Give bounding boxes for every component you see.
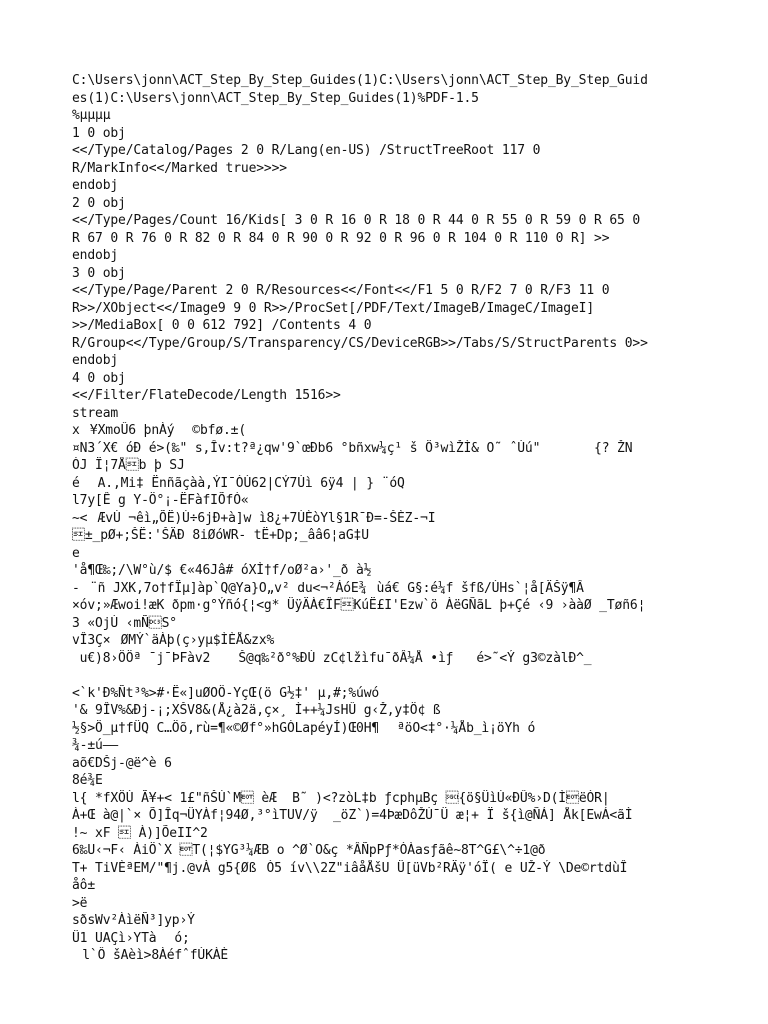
text-line: ~<ÆvÙ ¬êì„ÕË)Ù÷6jÐ+à]w ì8¿+7ÙÈòYl§1R¯Ð=-ŠÈZ-¬I	[72, 510, 436, 526]
text-line: l{ *fXÖÙ Ã¥+< 1£"ñŠÚ`M èÆ B˜ )<?zòL‡b ƒcphµBç {ö§ÜìÚ«ÐÛ%›D(ÌëÓR|	[72, 790, 610, 806]
text-line: sðsWv²ÀìëÑ³]yp›Ý	[72, 913, 195, 928]
text-line: <</Type/Catalog/Pages 2 0 R/Lang(en-US) /StructTreeRoot 117 0	[72, 143, 541, 158]
text-line: 6‰U‹¬F‹ ÀiÖ`X T(¦$YG³¼ÆB o ^Ø`O&ç *ÂÑpPƒ*ÒÀasƒãê~8T^G£\^÷1@ð	[72, 843, 546, 858]
text-line: 8é¾E	[72, 773, 103, 788]
text-line: ÓJ Ï¦7Åb þ SJ	[72, 458, 185, 473]
text-line: e	[72, 545, 80, 561]
text-line: <</Filter/FlateDecode/Length 1516>>	[72, 388, 341, 403]
text-line	[72, 667, 698, 685]
text-line: x¥XmoÛ6 þnÀý ©bfø.±(	[72, 423, 247, 438]
text-line: R/Group<</Type/Group/S/Transparency/CS/DeviceRGB>>/Tabs/S/StructParents 0>>	[72, 335, 648, 351]
text-line: åô±	[72, 878, 96, 893]
text-line: ¤N3´X€ óÐ é>(‰" s,Îv:t?ª¿qw'9`œÐb6 °bñxw¼ç¹ š Ö³wìŽÌ& O˜ ˆÙú" {? ŽN	[72, 440, 633, 456]
text-line: R 67 0 R 76 0 R 82 0 R 84 0 R 90 0 R 92 0 R 96 0 R 104 0 R 110 0 R] >>	[72, 230, 610, 246]
text-line: !~ xF  À)]ÕeII^2	[72, 825, 208, 841]
text-line: <</Type/Page/Parent 2 0 R/Resources<</Font<</F1 5 0 R/F2 7 0 R/F3 11 0	[72, 283, 610, 298]
text-line: 2 0 obj	[72, 195, 126, 211]
text-line: endobj	[72, 178, 119, 193]
text-line: ¾-±ú––	[72, 738, 119, 753]
text-line: aõ€DŠj-@ë^è 6	[72, 755, 172, 771]
text-line: ±_pØ+;ŠË:'ŠÄÐ 8iØóWR- tË+Dp;_ââ6¦aG‡U	[72, 528, 369, 543]
text-line: 'å¶Œ‰;/\W°ù/$ €«46Jâ# óXÌ†f/oØ²a›'_ð à½	[72, 563, 372, 578]
text-line: 4 0 obj	[72, 370, 126, 386]
text-line: <`k'Ð%Ñt³%>#·Ë«]uØOÖ-YçŒ(ö G½‡' µ,#;%úwó	[72, 685, 380, 701]
text-line: 1 0 obj	[72, 125, 126, 141]
text-line: ×óv;»Æwoi!æK ðpm·g°Ýñó{¦<g* ÜÿÄÀ€ÎFKúË£I'Ezw`ö ÀëGÑãL þ+Çé ‹9 ›ààØ _Tøñ6¦	[72, 598, 646, 613]
text-line: l7y[Ê g Y-Ö°¡-ËFàfIÕfÓ«	[72, 493, 249, 508]
text-line: l`Ô šAèì>8ÀéfˆfÚKÀÈ	[72, 948, 229, 963]
text-line: vÎ3Ç×ØMÝ`äÀþ(ç›yµ$ÌÈÅ&zx%	[72, 633, 275, 648]
text-line: u€)8›ÖÖª ¯j¯ÞFàv2 Š@q‰²ð°%ÐÙ zC¢lžìfu¯ðÂ¼Å •ìƒ é>˜<Ý g3©zàlÐ^_	[72, 650, 592, 666]
text-line: R>>/XObject<</Image9 9 0 R>>/ProcSet[/PDF/Text/ImageB/ImageC/ImageI]	[72, 300, 595, 316]
text-line: C:\Users\jonn\ACT_Step_By_Step_Guides(1)C:\Users\jonn\ACT_Step_By_Step_Guid	[72, 73, 648, 88]
text-line: >>/MediaBox[ 0 0 612 792] /Contents 4 0	[72, 318, 372, 333]
text-line: >ë	[72, 895, 88, 911]
text-line: R/MarkInfo<</Marked true>>>>	[72, 160, 287, 176]
text-line: es(1)C:\Users\jonn\ACT_Step_By_Step_Guides(1)%PDF-1.5	[72, 90, 479, 106]
text-line: -¨ñ JXK,7o†fÏµ]àp`Q@Ya}O„v² du<¬²ÁóE¾ùá€ G§:é¼f šfß/ÙHs`¦å[ÄŠÿ¶Â	[72, 580, 584, 596]
text-line: <</Type/Pages/Count 16/Kids[ 3 0 R 16 0 R 18 0 R 44 0 R 55 0 R 59 0 R 65 0	[72, 213, 641, 228]
text-line: endobj	[72, 248, 119, 263]
text-line: T+ TiVÈªEM/"¶j.@vÀ g5{ØßÒ5 ív\\2Z"iâåÅšU Ü[üVb²RÄÿ'óÏ( e UŽ-Ý \De©rtdùÎ	[72, 860, 628, 876]
document-text	[72, 72, 698, 965]
text-line: À+Œ à@|`× Õ]Îq¬ÜYÀf¦94Ø,³°ìTUV/ÿ _öZ`)=4ÞæDôŽÚ¯Ü æ¦+ Ï š{ì@ÑÁ] Åk[EwÁ<ãÌ	[72, 808, 633, 823]
text-line: é A.,Mi‡ Ënñãçàà,ÝI¯ÒÙ62|CÝ7Ùì 6ÿ4 | } ¨óQ	[72, 475, 405, 491]
text-line: stream	[72, 405, 119, 421]
text-line: ½§>Ö_µ†fÜQ C…Öõ,rù=¶«©Øf°»hGÒLapéyÍ)Œ0H¶ ªöO<‡°·¼Åb_ì¡öYh ó	[72, 720, 536, 736]
text-line: endobj	[72, 353, 119, 368]
text-line: 3 0 obj	[72, 265, 126, 281]
text-line: '& 9ÎV%&Ðj-¡;XŠV8&(Å¿à2ä,ç×¸ Ì++¼JsHÛ g‹Ž,y‡Ö¢ ß	[72, 703, 441, 718]
text-line: Ü1 UAÇì›YTà ó;	[72, 930, 190, 946]
text-line: %µµµµ	[72, 108, 111, 123]
text-line: 3 «OjÙ ‹mÑS°	[72, 615, 177, 631]
